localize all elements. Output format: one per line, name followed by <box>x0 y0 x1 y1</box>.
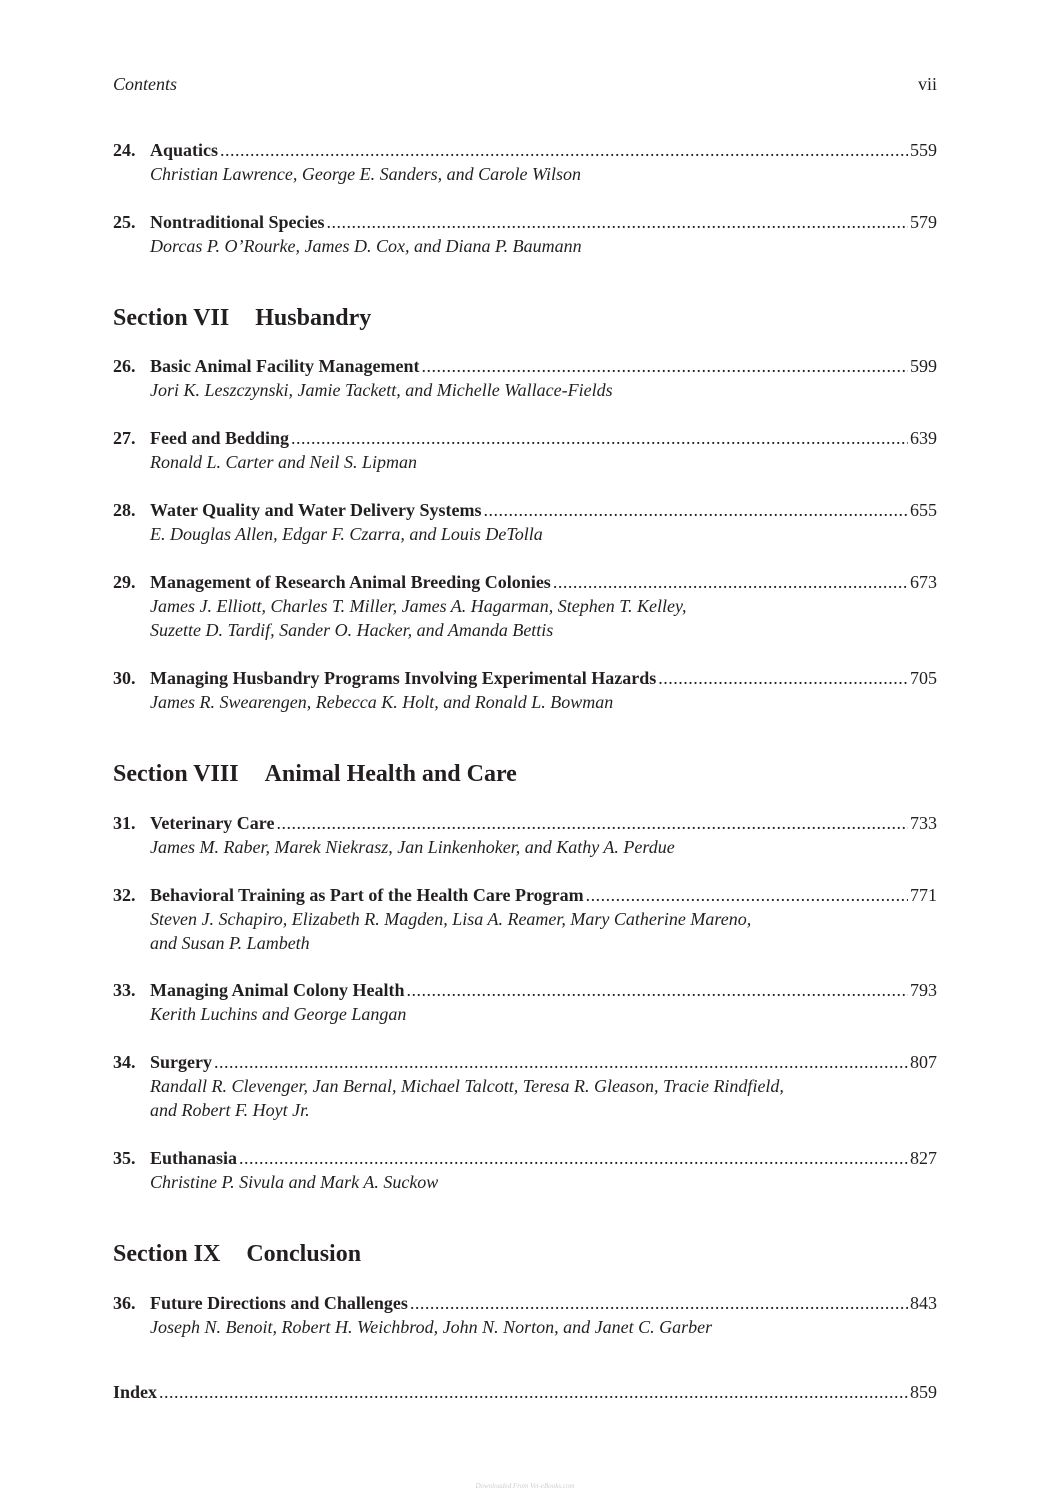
running-head <box>113 74 937 95</box>
chapter-number: 34. <box>113 1052 136 1072</box>
chapter-page: 655 <box>910 500 937 520</box>
chapter-title[interactable]: Management of Research Animal Breeding Colonies <box>150 572 551 592</box>
chapter-page: 673 <box>910 572 937 592</box>
chapter-number: 31. <box>113 813 136 833</box>
chapter-page: 705 <box>910 668 937 688</box>
chapter-authors <box>113 835 937 859</box>
chapter-page: 827 <box>910 1148 937 1168</box>
toc-entry[interactable] <box>113 1146 937 1194</box>
chapter-number: 32. <box>113 885 136 905</box>
chapter-title[interactable]: Managing Husbandry Programs Involving Experimental Hazards <box>150 668 657 688</box>
dot-leader <box>214 1050 908 1074</box>
chapter-number: 27. <box>113 428 136 448</box>
chapter-title[interactable]: Managing Animal Colony Health <box>150 980 405 1000</box>
chapter-authors <box>113 522 937 546</box>
chapter-page: 559 <box>910 140 937 160</box>
chapter-number: 28. <box>113 500 136 520</box>
toc-entry[interactable] <box>113 883 937 955</box>
author-line: Jori K. Leszczynski, Jamie Tackett, and Michelle Wallace-Fields <box>150 380 613 400</box>
chapter-number: 30. <box>113 668 136 688</box>
author-line: James J. Elliott, Charles T. Miller, James A. Hagarman, Stephen T. Kelley, <box>150 596 687 616</box>
author-line: Steven J. Schapiro, Elizabeth R. Magden, Lisa A. Reamer, Mary Catherine Mareno, <box>150 909 752 929</box>
chapter-number: 24. <box>113 140 136 160</box>
author-line: Christine P. Sivula and Mark A. Suckow <box>150 1172 439 1192</box>
chapter-authors <box>113 594 937 642</box>
section-heading <box>113 760 517 788</box>
chapter-authors <box>113 907 937 955</box>
chapter-title[interactable]: Veterinary Care <box>150 813 275 833</box>
chapter-page: 843 <box>910 1293 937 1313</box>
toc-entry[interactable] <box>113 426 937 474</box>
author-line: Kerith Luchins and George Langan <box>150 1004 407 1024</box>
section-heading <box>113 304 371 332</box>
toc-entry[interactable] <box>113 978 937 1026</box>
dot-leader <box>220 138 908 162</box>
chapter-authors <box>113 450 937 474</box>
toc-entry[interactable] <box>113 1291 937 1339</box>
chapter-title[interactable]: Aquatics <box>150 140 219 160</box>
author-line: James R. Swearengen, Rebecca K. Holt, and Ronald L. Bowman <box>150 692 614 712</box>
section-label: Section IX <box>113 1241 221 1267</box>
chapter-title[interactable]: Future Directions and Challenges <box>150 1293 408 1313</box>
chapter-number: 33. <box>113 980 136 1000</box>
footer-watermark: Downloaded From Vet-eBooks.com <box>475 1482 575 1490</box>
chapter-title[interactable]: Water Quality and Water Delivery Systems <box>150 500 482 520</box>
chapter-page: 807 <box>910 1052 937 1072</box>
chapter-authors <box>113 378 937 402</box>
toc-entry[interactable] <box>113 138 937 186</box>
chapter-number: 25. <box>113 212 136 232</box>
index-title[interactable]: Index <box>113 1382 158 1402</box>
dot-leader <box>291 426 908 450</box>
chapter-page: 771 <box>910 885 937 905</box>
toc-index-entry[interactable] <box>113 1380 937 1404</box>
chapter-number: 29. <box>113 572 136 592</box>
section-name: Animal Health and Care <box>264 761 517 787</box>
chapter-authors <box>113 234 937 258</box>
page-number: vii <box>917 74 937 94</box>
toc-entry[interactable] <box>113 354 937 402</box>
chapter-number: 35. <box>113 1148 136 1168</box>
dot-leader <box>327 210 908 234</box>
index-page: 859 <box>910 1382 937 1402</box>
toc-entry[interactable] <box>113 811 937 859</box>
chapter-page: 639 <box>910 428 937 448</box>
running-head-title: Contents <box>113 74 178 94</box>
author-line: Dorcas P. O’Rourke, James D. Cox, and Diana P. Baumann <box>150 236 582 256</box>
chapter-title[interactable]: Surgery <box>150 1052 212 1072</box>
author-line: and Susan P. Lambeth <box>150 933 310 953</box>
chapter-title[interactable]: Nontraditional Species <box>150 212 325 232</box>
author-line: E. Douglas Allen, Edgar F. Czarra, and Louis DeTolla <box>150 524 543 544</box>
toc-entry[interactable] <box>113 498 937 546</box>
author-line: James M. Raber, Marek Niekrasz, Jan Linkenhoker, and Kathy A. Perdue <box>150 837 675 857</box>
dot-leader <box>421 354 908 378</box>
chapter-page: 579 <box>910 212 937 232</box>
chapter-title[interactable]: Feed and Bedding <box>150 428 290 448</box>
chapter-authors <box>113 1315 937 1339</box>
dot-leader <box>276 811 908 835</box>
chapter-authors <box>113 1074 937 1122</box>
dot-leader <box>658 666 908 690</box>
dot-leader <box>410 1291 908 1315</box>
chapter-authors <box>113 1170 937 1194</box>
toc-entry[interactable] <box>113 570 937 642</box>
author-line: Randall R. Clevenger, Jan Bernal, Michael Talcott, Teresa R. Gleason, Tracie Rindfield, <box>150 1076 784 1096</box>
chapter-page: 733 <box>910 813 937 833</box>
section-name: Husbandry <box>255 305 372 331</box>
section-name: Conclusion <box>246 1241 362 1267</box>
chapter-page: 793 <box>910 980 937 1000</box>
dot-leader <box>159 1380 908 1404</box>
dot-leader <box>407 978 908 1002</box>
author-line: and Robert F. Hoyt Jr. <box>150 1100 310 1120</box>
dot-leader <box>483 498 908 522</box>
author-line: Ronald L. Carter and Neil S. Lipman <box>150 452 418 472</box>
author-line: Christian Lawrence, George E. Sanders, and Carole Wilson <box>150 164 581 184</box>
chapter-title[interactable]: Euthanasia <box>150 1148 238 1168</box>
chapter-number: 26. <box>113 356 136 376</box>
chapter-authors <box>113 162 937 186</box>
dot-leader <box>239 1146 908 1170</box>
section-label: Section VII <box>113 305 230 331</box>
chapter-number: 36. <box>113 1293 136 1313</box>
chapter-page: 599 <box>910 356 937 376</box>
chapter-authors <box>113 1002 937 1026</box>
chapter-authors <box>113 690 937 714</box>
toc-entry[interactable] <box>113 666 937 714</box>
author-line: Suzette D. Tardif, Sander O. Hacker, and Amanda Bettis <box>150 620 554 640</box>
toc-entry[interactable] <box>113 210 937 258</box>
toc-entry[interactable] <box>113 1050 937 1122</box>
author-line: Joseph N. Benoit, Robert H. Weichbrod, John N. Norton, and Janet C. Garber <box>150 1317 713 1337</box>
section-heading <box>113 1240 361 1268</box>
chapter-title[interactable]: Basic Animal Facility Management <box>150 356 420 376</box>
dot-leader <box>553 570 908 594</box>
chapter-title[interactable]: Behavioral Training as Part of the Health Care Program <box>150 885 584 905</box>
section-label: Section VIII <box>113 761 239 787</box>
dot-leader <box>586 883 908 907</box>
